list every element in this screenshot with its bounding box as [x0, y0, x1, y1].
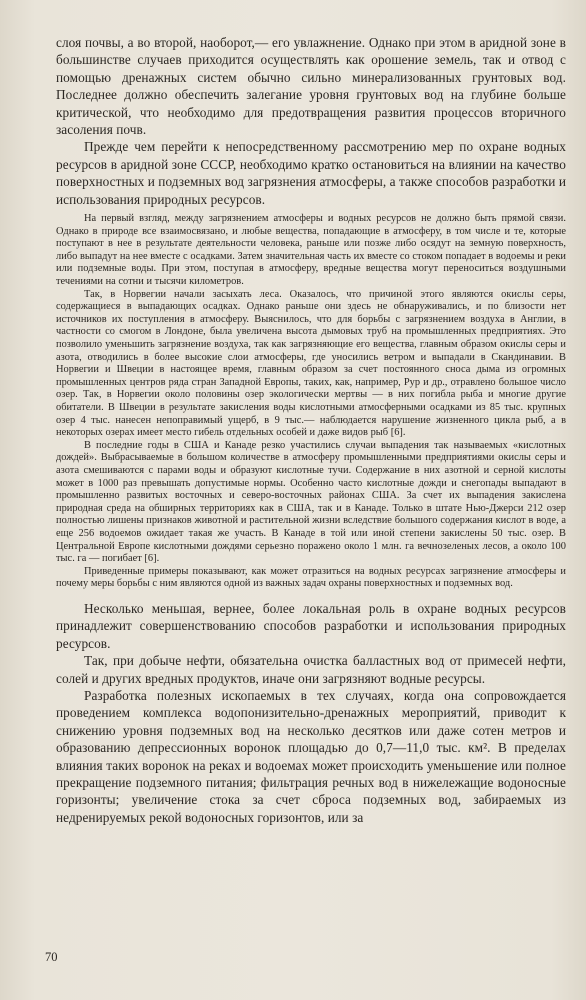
- main-text-bottom: [56, 600, 566, 826]
- small-paragraph-4: Приведенные примеры показывают, как может отразиться на водных ресурсах загрязнение атмосферы и почему меры борьбы с ним являются одной из важных задач охраны поверхностных и подземных вод.: [56, 565, 566, 590]
- page-content: [56, 34, 566, 826]
- paragraph-5: Разработка полезных ископаемых в тех случаях, когда она сопровождается проведением комплекса водопонизительно-дренажных мероприятий, приводит к снижению уровня подземных вод на несколько десятков или даже сотен метров и образованию депрессионных воронок площадью до 0,7—11,0 тыс. км². В пределах влияния таких воронок на реках и водоемах может происходить уменьшение или полное прекращение подземного питания; фильтрация речных вод в нижележащие водоносные горизонты; увеличение стока за счет сброса подземных вод, забираемых из недренируемых рекой водоносных горизонтов, или за: [56, 687, 566, 825]
- paragraph-3: Несколько меньшая, вернее, более локальная роль в охране водных ресурсов принадлежит совершенствованию способов разработки и использования природных ресурсов.: [56, 600, 566, 651]
- paragraph-1: слоя почвы, а во второй, наоборот,— его увлажнение. Однако при этом в аридной зоне в большинстве случаев приходится осуществлять как орошение земель, так и отвод с помощью дренажных систем обычно сильно минерализованных грунтовых вод. Последнее должно обеспечить залегание уровня грунтовых вод на глубине больше критической, что необходимо для предотвращения развития процессов вторичного засоления почв.: [56, 35, 566, 138]
- page-number: 70: [45, 950, 58, 964]
- main-text-top: [56, 34, 566, 208]
- small-paragraph-3: В последние годы в США и Канаде резко участились случаи выпадения так называемых «кислотных дождей». Выбрасываемые в большом количестве в атмосферу промышленными предприятиями окислы серы и азота смешиваются с парами воды и образуют кислотные тучи. Содержание в них азотной и серной кислоты может в 1000 раз превышать допустимые нормы. Особенно часто кислотные дожди и снегопады выпадают в промышленно развитых восточных и северо-восточных районах США. За счет их выпадения закислена природная среда на обширных территориях как в США, так и в Канаде. Только в штате Нью-Джерси 212 озер полностью лишены признаков животной и растительной жизни вследствие большого содержания кислот в воде, а еще 256 водоемов ожидает такая же участь. В Канаде в той или иной степени закислены 50 тыс. озер. В Центральной Европе кислотными дождями серьезно поражено около 1 млн. га вечнозеленых лесов, а около 100 тыс. га — погибает [6].: [56, 439, 566, 565]
- paragraph-4: Так, при добыче нефти, обязательна очистка балластных вод от примесей нефти, солей и других вредных продуктов, иначе они загрязняют водные ресурсы.: [56, 653, 566, 686]
- small-paragraph-2: Так, в Норвегии начали засыхать леса. Оказалось, что причиной этого являются окислы серы, содержащиеся в выпадающих осадках. Однако раньше они здесь не обнаруживались, и по близости нет источников их поступления в атмосферу. Выяснилось, что для борьбы с загрязнением воздуха в Англии, в частности со смогом в Лондоне, была увеличена высота дымовых труб на промышленных предприятиях. Это позволило уменьшить загрязнение воздуха, так как загрязняющие его вещества, главным образом окислы серы и азота, отводились в более высокие слои атмосферы, где уносились ветром и выпадали в Скандинавии. В Норвегии и Швеции в настоящее время, главным образом за счет постоянного сноса дыма из огромных промышленных центров ряда стран Западной Европы, таких, как, например, Рур и др., отравлено большое число озер. Так, в Норвегии около половины озер экологически мертвы — в них погибла рыба и многие другие обитатели. В Швеции в результате закисления воды кислотными атмосферными осадками из 85 тыс. крупных озер 4 тыс. нанесен непоправимый ущерб, в 9 тыс.— наблюдается нарушение жизненного цикла рыб, а в некоторых озерах имеет место гибель отдельных особей и даже видов рыб [6].: [56, 288, 566, 439]
- small-paragraph-1: На первый взгляд, между загрязнением атмосферы и водных ресурсов не должно быть прямой связи. Однако в природе все взаимосвязано, и любые вещества, попадающие в атмосферу, в том числе и те, которые поступают в нее в результате деятельности человека, раньше или позже либо осядут на земную поверхность, либо выпадут на нее вместе с осадками. Затем значительная часть их вместе со стоком попадает в водоемы и реки или подземные воды. При этом, поступая в атмосферу, вредные вещества могут переноситься воздушными течениями на сотни и тысячи километров.: [56, 213, 566, 288]
- paragraph-2: Прежде чем перейти к непосредственному рассмотрению мер по охране водных ресурсов в аридной зоне СССР, необходимо кратко остановиться на влиянии на качество поверхностных и подземных вод загрязнения атмосферы, а также способов разработки и использования природных ресурсов.: [56, 139, 566, 207]
- small-print-section: [56, 213, 566, 591]
